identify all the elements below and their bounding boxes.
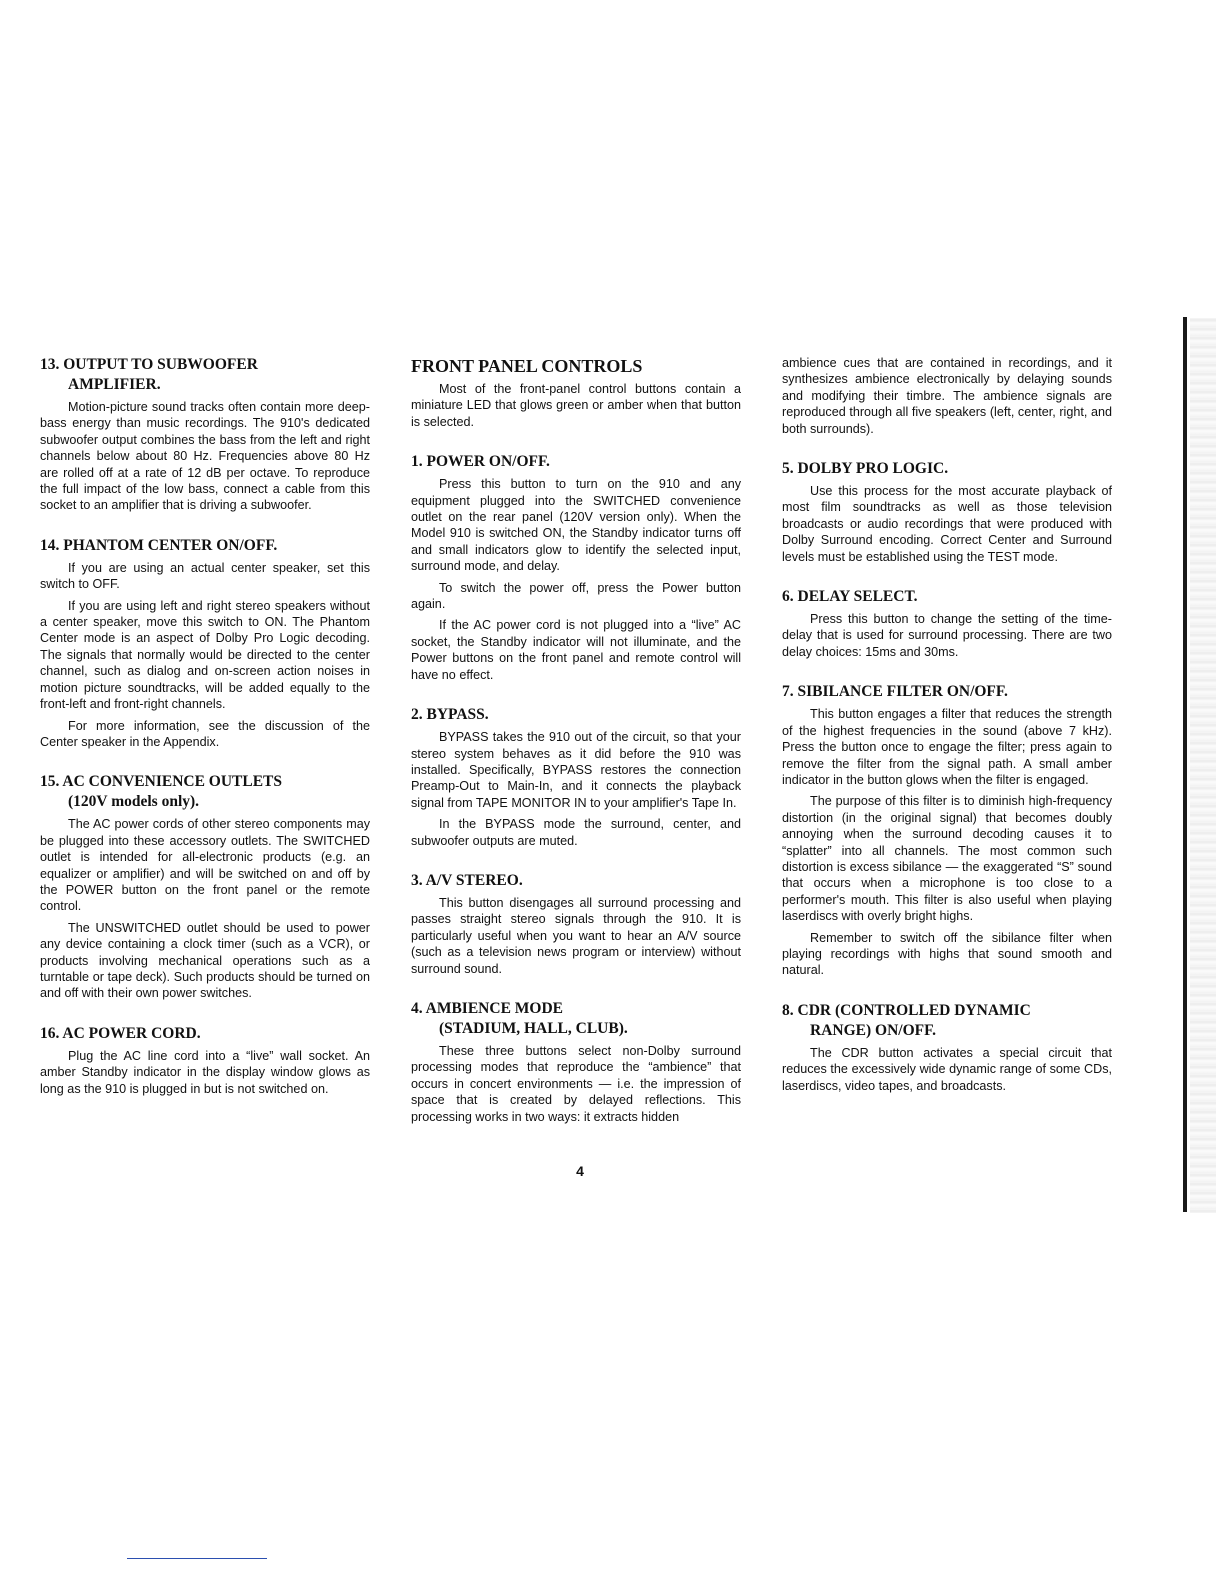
- front-panel-intro: Most of the front-panel control buttons contain a miniature LED that glows green or amber when that button is selected.: [411, 382, 741, 429]
- section-1-heading: 1. POWER ON/OFF.: [411, 453, 550, 471]
- section-13-paragraph-1: Motion-picture sound tracks often contain more deep-bass energy than music recordings. The 910's dedicated subwoofer output combines the bass from the left and right channels below about 80 Hz. Frequencies above 80 Hz are rolled off at a rate of 12 dB per octave. To reproduce the full impact of the low bass, connect a cable from this socket to an amplifier that is driving a subwoofer.: [40, 400, 370, 513]
- section-4-heading: [411, 999, 741, 1039]
- section-15-paragraph-2: The UNSWITCHED outlet should be used to power any device containing a clock timer (such as a VCR), or products involving mechanical operations such as a turntable or tape deck). Such products should be turned on and off with their own power switches.: [40, 920, 370, 1001]
- section-15-title-line2: (120V models only).: [68, 793, 200, 811]
- section-15-title-line1: 15. AC CONVENIENCE OUTLETS: [40, 773, 283, 791]
- section-7-heading: 7. SIBILANCE FILTER ON/OFF.: [782, 683, 1008, 701]
- section-3-paragraph-1: This button disengages all surround processing and passes straight stereo signals through the 910. It is particularly useful when you want to hear an A/V source (such as a television news program or interview) without surround sound.: [411, 895, 741, 976]
- footnote-rule: [127, 1558, 267, 1559]
- section-8-paragraph-1: The CDR button activates a special circuit that reduces the excessively wide dynamic range of some CDs, laserdiscs, video tapes, and broadcasts.: [782, 1045, 1112, 1093]
- section-13-title-line2: AMPLIFIER.: [68, 376, 161, 393]
- section-13-heading: [40, 355, 370, 395]
- section-1-paragraph-1: Press this button to turn on the 910 and any equipment plugged into the SWITCHED convenience outlet on the rear panel (120V version only). When the Model 910 is switched ON, the Standby indicator turns off and small indicators glow to identify the selected input, surround mode, and delay.: [411, 477, 741, 574]
- section-16-paragraph-1: Plug the AC line cord into a “live” wall socket. An amber Standby indicator in the display window glows as long as the 910 is plugged in but is not switched on.: [40, 1048, 370, 1096]
- section-7-paragraph-3: Remember to switch off the sibilance filter when playing recordings with highs that sound smooth and natural.: [782, 930, 1112, 978]
- section-2-paragraph-1: BYPASS takes the 910 out of the circuit, so that your stereo system behaves as it did before the 910 was installed. Specifically, BYPASS restores the connection Preamp-Out to Main-In, and it connects the playback signal from TAPE MONITOR IN to your amplifier's Tape In.: [411, 730, 741, 810]
- section-5-paragraph-1: Use this process for the most accurate playback of most film soundtracks as well as those television broadcasts or audio recordings that were produced with Dolby Surround encoding. Correct Center and Surround levels must be established using the TEST mode.: [782, 484, 1112, 564]
- section-14-paragraph-3: For more information, see the discussion of the Center speaker in the Appendix.: [40, 718, 370, 749]
- section-4-title-line1: 4. AMBIENCE MODE: [411, 999, 563, 1017]
- section-13-title-line1: 13. OUTPUT TO SUBWOOFER: [40, 356, 258, 373]
- section-7-paragraph-2: The purpose of this filter is to diminish high-frequency distortion (in the original signal) that becomes doubly annoying when the surround decoding causes it to “splatter” into all channels. The most common such distortion is excess sibilance — the exaggerated “S” sound that occurs when a microphone is too close to a performer's mouth. This filter is also useful when playing laserdiscs with overly bright highs.: [782, 794, 1112, 924]
- front-panel-controls-title: FRONT PANEL CONTROLS: [411, 356, 643, 376]
- section-4-title-line2: (STADIUM, HALL, CLUB).: [439, 1019, 628, 1037]
- section-14-paragraph-1: If you are using an actual center speaker, set this switch to OFF.: [40, 560, 370, 592]
- column-right: [782, 355, 1112, 1099]
- section-8-title-line1: 8. CDR (CONTROLLED DYNAMIC: [782, 1001, 1031, 1019]
- column-left: [40, 355, 370, 1102]
- section-14-paragraph-2: If you are using left and right stereo speakers without a center speaker, move this switch to ON. The Phantom Center mode is an aspect of Dolby Pro Logic decoding. The signals that normally would be directed to the center channel, such as dialog and on-screen action noises in motion picture soundtracks, will be added equally to the front-left and front-right channels.: [40, 598, 370, 712]
- section-2-heading: 2. BYPASS.: [411, 706, 489, 724]
- scan-edge-noise: [1190, 318, 1216, 1213]
- section-1-paragraph-2: To switch the power off, press the Power button again.: [411, 580, 741, 612]
- section-8-title-line2: RANGE) ON/OFF.: [810, 1021, 937, 1039]
- section-6-paragraph-1: Press this button to change the setting of the time-delay that is used for surround processing. There are two delay choices: 15ms and 30ms.: [782, 612, 1112, 659]
- section-15-heading: [40, 772, 370, 812]
- section-16-heading: 16. AC POWER CORD.: [40, 1024, 201, 1042]
- section-14-heading: 14. PHANTOM CENTER ON/OFF.: [40, 536, 278, 554]
- section-8-heading: [782, 1001, 1112, 1041]
- binding-edge: [1183, 317, 1187, 1212]
- section-3-heading: 3. A/V STEREO.: [411, 871, 523, 889]
- section-1-paragraph-3: If the AC power cord is not plugged into a “live” AC socket, the Standby indicator will not illuminate, and the Power buttons on the front panel and remote control will have no effect.: [411, 618, 741, 682]
- section-4-continued: ambience cues that are contained in recordings, and it synthesizes ambience electronically by delaying sounds and modifying their timbre. The ambience signals are reproduced through all five speakers (left, center, right, and both surrounds).: [782, 356, 1112, 436]
- section-4-paragraph-1: These three buttons select non-Dolby surround processing modes that reproduce the “ambience” that occurs in concert environments — i.e. the impression of space that is created by delayed reflections. This processing works in two ways: it extracts hidden: [411, 1043, 741, 1124]
- column-middle: [411, 355, 741, 1130]
- section-6-heading: 6. DELAY SELECT.: [782, 588, 918, 606]
- section-5-heading: 5. DOLBY PRO LOGIC.: [782, 460, 949, 478]
- section-2-paragraph-2: In the BYPASS mode the surround, center, and subwoofer outputs are muted.: [411, 817, 741, 848]
- section-15-paragraph-1: The AC power cords of other stereo components may be plugged into these accessory outlets. The SWITCHED outlet is intended for all-electronic products (e.g. an equalizer or amplifier) and will be switched on and off by the POWER button on the front panel or the remote control.: [40, 817, 370, 914]
- section-7-paragraph-1: This button engages a filter that reduces the strength of the highest frequencies in the sound (above 7 kHz). Press the button once to engage the filter; press again to remove the filter from the signal path. A small amber indicator in the button glows when the filter is engaged.: [782, 707, 1112, 787]
- page-number: 4: [576, 1163, 584, 1179]
